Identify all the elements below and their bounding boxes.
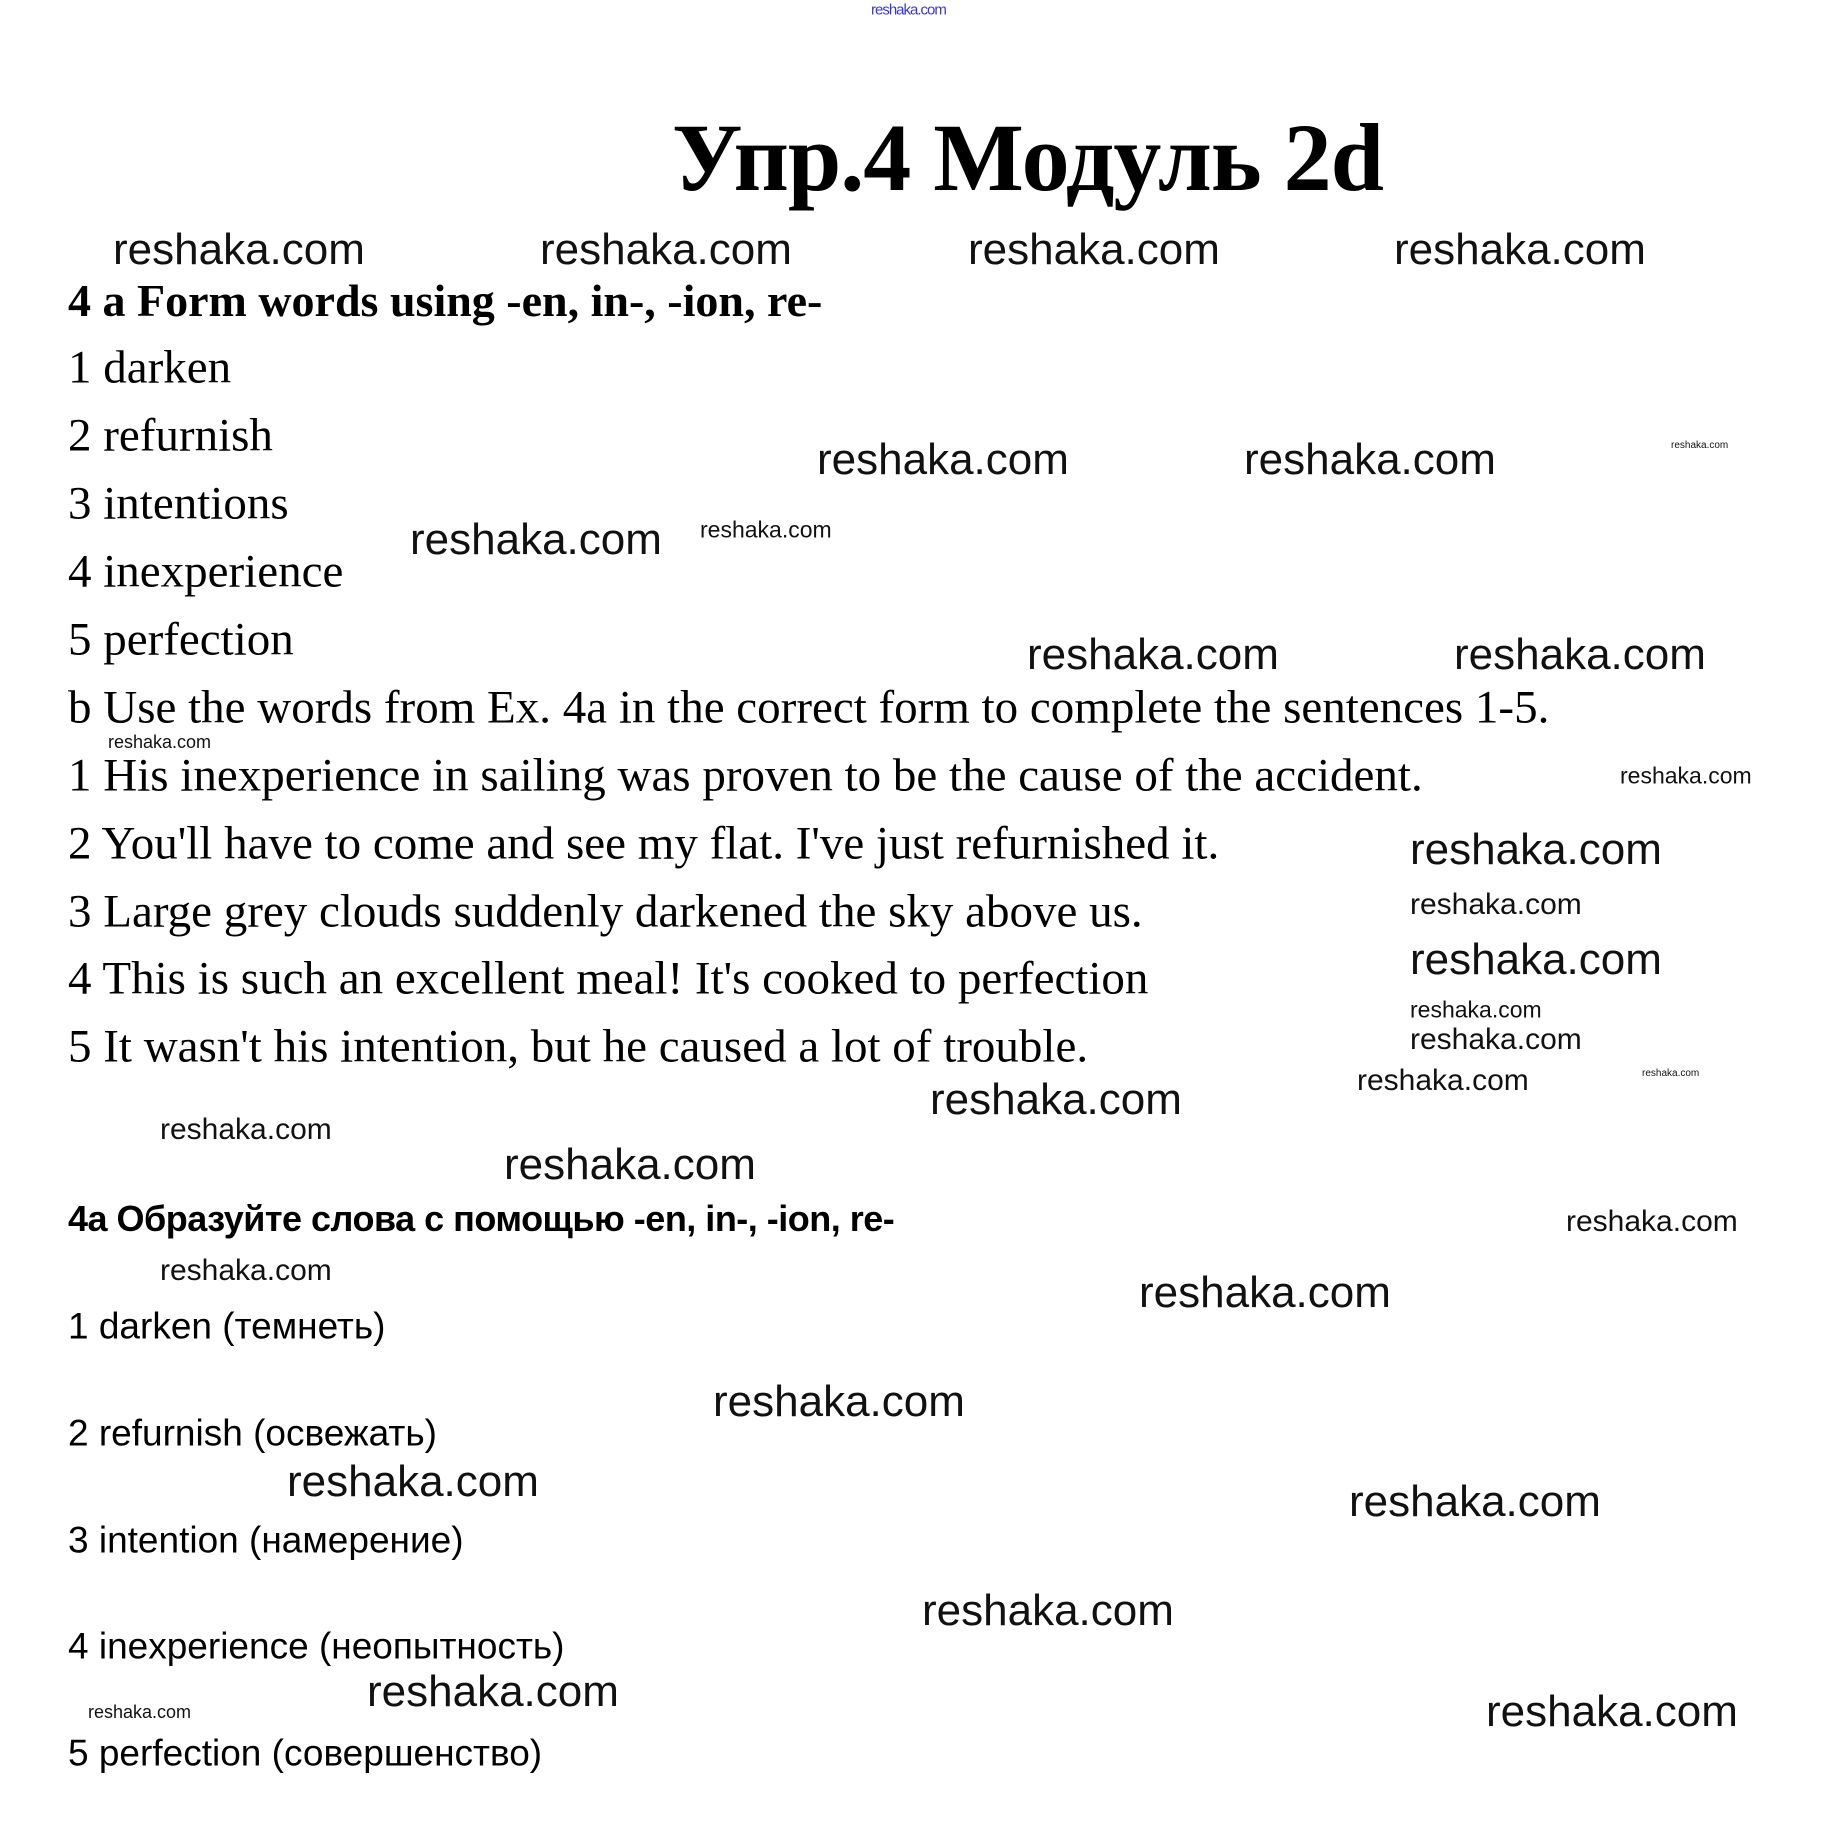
- part-a-item: 4 inexperience: [68, 545, 344, 598]
- watermark: reshaka.com: [817, 435, 1069, 484]
- watermark: reshaka.com: [930, 1075, 1182, 1124]
- part-b-heading: b Use the words from Ex. 4a in the correct form to complete the sentences 1-5.: [68, 681, 1550, 734]
- translation-item: 1 darken (темнеть): [68, 1305, 386, 1347]
- watermark: reshaka.com: [1620, 762, 1752, 789]
- part-b-sentence: 5 It wasn't his intention, but he caused a lot of trouble.: [68, 1020, 1089, 1073]
- watermark: reshaka.com: [1244, 435, 1496, 484]
- translation-item: 3 intention (намерение): [68, 1519, 464, 1561]
- watermark: reshaka.com: [88, 1702, 192, 1722]
- translation-heading: 4a Образуйте слова с помощью -en, in-, -ion, re-: [68, 1198, 895, 1239]
- part-a-heading: 4 a Form words using -en, in-, -ion, re-: [68, 275, 823, 326]
- part-b-sentence: 4 This is such an excellent meal! It's cooked to perfection: [68, 952, 1149, 1005]
- translation-item: 5 perfection (совершенство): [68, 1732, 543, 1774]
- part-a-item: 3 intentions: [68, 477, 289, 530]
- watermark: reshaka.com: [1410, 888, 1582, 921]
- watermark: reshaka.com: [1642, 1068, 1700, 1079]
- translation-item: 2 refurnish (освежать): [68, 1412, 437, 1454]
- watermark: reshaka.com: [968, 225, 1220, 274]
- watermark: reshaka.com: [504, 1140, 756, 1189]
- watermark: reshaka.com: [1357, 1064, 1529, 1097]
- watermark: reshaka.com: [540, 225, 792, 274]
- watermark: reshaka.com: [113, 225, 365, 274]
- watermark: reshaka.com: [713, 1377, 965, 1426]
- watermark: reshaka.com: [1671, 440, 1729, 451]
- watermark: reshaka.com: [160, 1254, 332, 1287]
- watermark: reshaka.com: [1486, 1687, 1738, 1736]
- part-a-item: 2 refurnish: [68, 409, 273, 462]
- translation-item: 4 inexperience (неопытность): [68, 1625, 565, 1667]
- top-watermark-link: reshaka.com: [871, 1, 946, 19]
- watermark: reshaka.com: [108, 732, 212, 752]
- watermark: reshaka.com: [367, 1667, 619, 1716]
- watermark: reshaka.com: [922, 1586, 1174, 1635]
- watermark: reshaka.com: [1394, 225, 1646, 274]
- part-a-item: 5 perfection: [68, 613, 294, 666]
- watermark: reshaka.com: [1139, 1268, 1391, 1317]
- page-title: Упр.4 Модуль 2d: [672, 104, 1384, 211]
- watermark: reshaka.com: [410, 515, 662, 564]
- watermark: reshaka.com: [1349, 1477, 1601, 1526]
- watermark: reshaka.com: [1410, 996, 1542, 1023]
- watermark: reshaka.com: [1410, 1023, 1582, 1056]
- part-b-sentence: 1 His inexperience in sailing was proven to be the cause of the accident.: [68, 749, 1423, 802]
- watermark: reshaka.com: [700, 516, 832, 543]
- part-b-sentence: 3 Large grey clouds suddenly darkened the sky above us.: [68, 885, 1143, 938]
- part-a-item: 1 darken: [68, 341, 232, 394]
- watermark: reshaka.com: [1410, 935, 1662, 984]
- watermark: reshaka.com: [1027, 630, 1279, 679]
- watermark: reshaka.com: [1410, 825, 1662, 874]
- part-b-sentence: 2 You'll have to come and see my flat. I've just refurnished it.: [68, 817, 1220, 870]
- watermark: reshaka.com: [1566, 1205, 1738, 1238]
- watermark: reshaka.com: [287, 1457, 539, 1506]
- watermark: reshaka.com: [1454, 630, 1706, 679]
- watermark: reshaka.com: [160, 1113, 332, 1146]
